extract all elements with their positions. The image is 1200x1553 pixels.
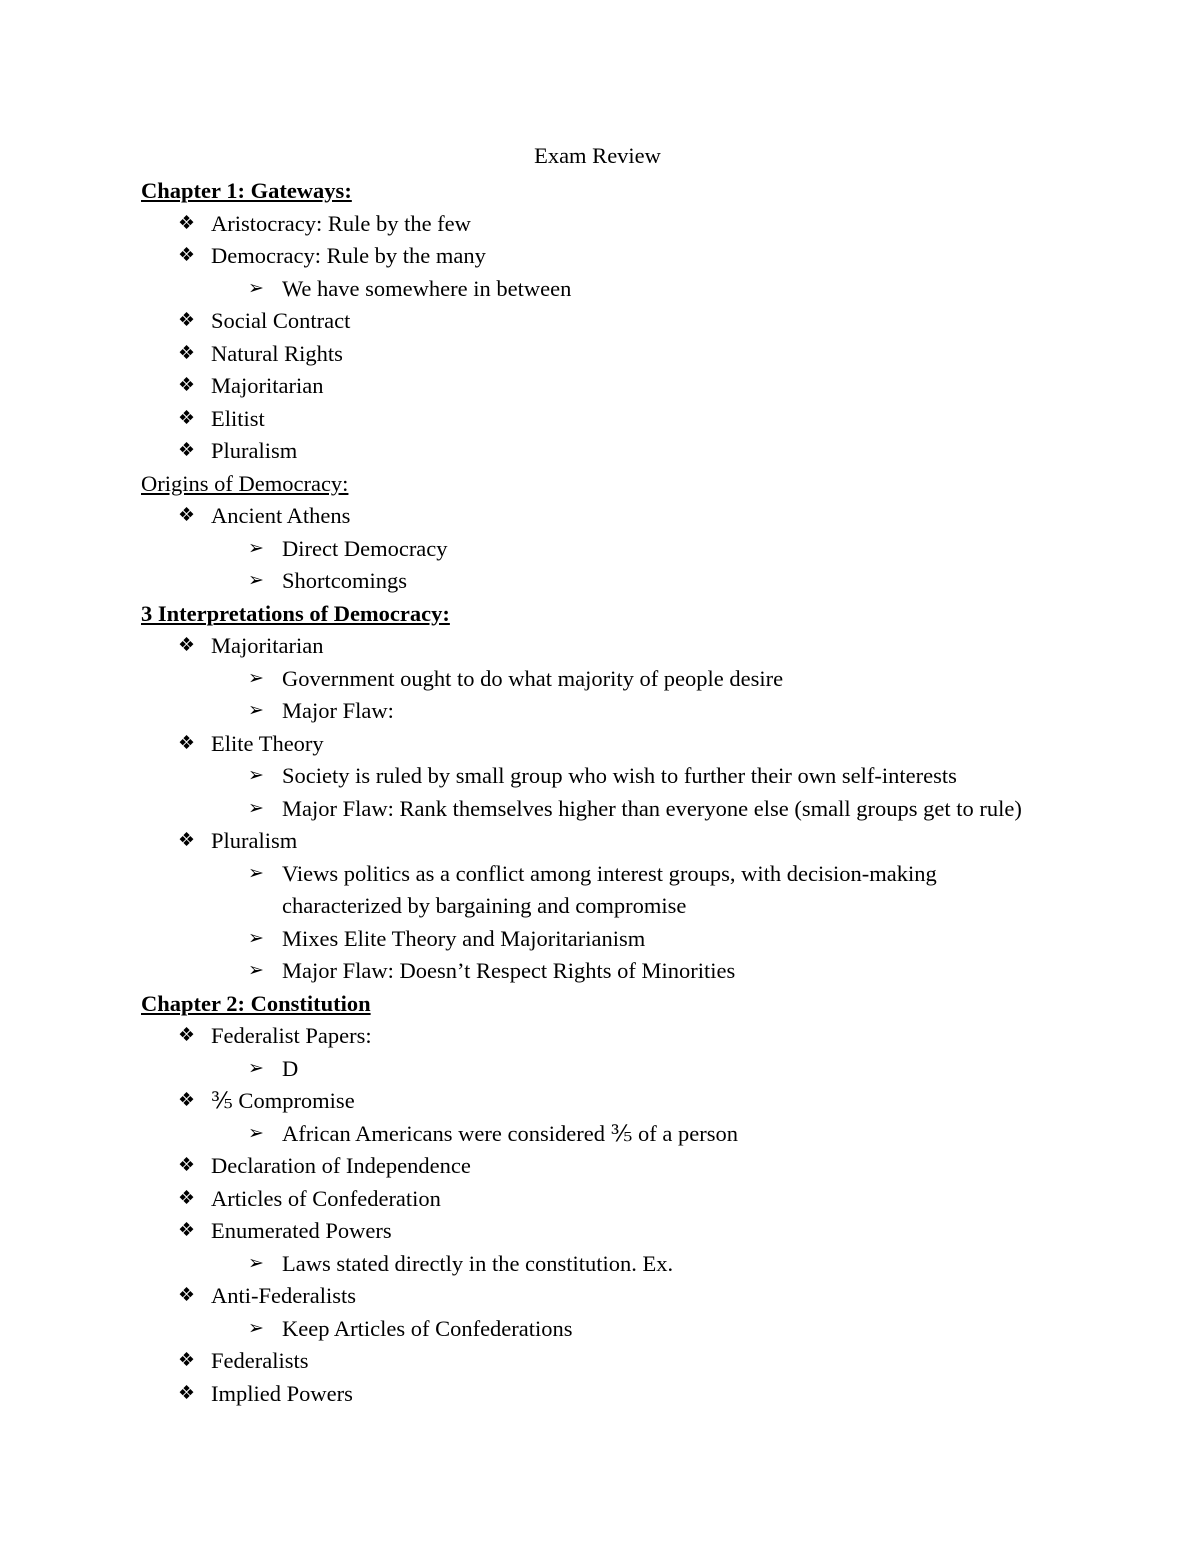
arrow-bullet-icon: ➢ [248,277,264,299]
list-subitem [141,695,1141,728]
diamond-bullet-icon: ❖ [178,212,196,234]
list-subitem-text: Major Flaw: Rank themselves higher than everyone else (small groups get to rule) [282,795,1022,821]
list-item [141,728,1141,761]
arrow-bullet-icon: ➢ [248,797,264,819]
diamond-bullet-icon: ❖ [178,505,196,526]
diamond-bullet-icon: ❖ [178,1220,196,1241]
list-subitem-text: Direct Democracy [282,535,448,561]
document-title: Exam Review [534,143,661,168]
diamond-bullet-icon: ❖ [178,245,196,266]
list-subitem [141,1118,1141,1151]
diamond-bullet-icon: ❖ [178,1285,196,1306]
diamond-bullet-icon: ❖ [178,1155,196,1176]
arrow-bullet-icon: ➢ [248,1122,264,1144]
list-subitem-text: Major Flaw: Doesn’t Respect Rights of Minorities [282,958,736,983]
diamond-bullet-icon: ❖ [178,1187,196,1209]
list-subitem [141,273,1141,306]
list-subitem [141,1053,1141,1086]
list-item [141,403,1141,436]
diamond-bullet-icon: ❖ [178,1382,196,1404]
list-item-text: Declaration of Independence [211,1153,471,1178]
diamond-bullet-icon: ❖ [178,342,196,364]
list-item [141,1150,1141,1183]
list-item-text: Natural Rights [211,340,343,366]
list-item-text: Elitist [211,405,265,431]
list-item-text: Pluralism [211,438,298,463]
arrow-bullet-icon: ➢ [248,570,264,591]
list-subitem-text: Government ought to do what majority of people desire [282,665,784,691]
list-item [141,1020,1141,1053]
arrow-bullet-icon: ➢ [248,700,264,721]
arrow-bullet-icon: ➢ [248,1252,264,1274]
list-item [141,435,1141,468]
list-item [141,1183,1141,1216]
list-item-text: Federalists [211,1348,309,1373]
diamond-bullet-icon: ❖ [178,1025,196,1046]
list-item [141,208,1141,241]
list-subitem-text: Major Flaw: [282,698,394,723]
list-subitem-text: Views politics as a conflict among interest groups, with decision-making characterized by bargaining and compromise [282,860,937,918]
list-subitem-text: Shortcomings [282,568,408,593]
diamond-bullet-icon: ❖ [178,1090,196,1111]
list-subitem-text: Mixes Elite Theory and Majoritarianism [282,925,646,951]
diamond-bullet-icon: ❖ [178,407,196,429]
list-item [141,240,1141,273]
arrow-bullet-icon: ➢ [248,862,264,884]
section-heading-chapter-1: Chapter 1: Gateways: [141,178,352,203]
list-item [141,500,1141,533]
diamond-bullet-icon: ❖ [178,310,196,331]
diamond-bullet-icon: ❖ [178,635,196,656]
list-item [141,825,1141,858]
list-item [141,338,1141,371]
arrow-bullet-icon: ➢ [248,1057,264,1079]
list-item-text: Enumerated Powers [211,1218,392,1243]
diamond-bullet-icon: ❖ [178,440,196,461]
arrow-bullet-icon: ➢ [248,960,264,981]
arrow-bullet-icon: ➢ [248,765,264,786]
list-subitem [141,663,1141,696]
arrow-bullet-icon: ➢ [248,667,264,689]
list-item [141,1280,1141,1313]
list-item-text: Implied Powers [211,1380,353,1406]
diamond-bullet-icon: ❖ [178,830,196,851]
list-item-text: Anti-Federalists [211,1283,356,1308]
list-item-text: ⅗ Compromise [211,1088,355,1113]
list-subitem-text: We have somewhere in between [282,275,572,301]
list-item [141,1378,1141,1411]
list-subitem [141,565,1141,598]
list-item [141,370,1141,403]
list-item-text: Pluralism [211,828,298,853]
list-item [141,1215,1141,1248]
list-item-text: Majoritarian [211,373,324,398]
list-item [141,630,1141,663]
list-subitem [141,923,1141,956]
list-subitem [141,760,1141,793]
list-item-text: Federalist Papers: [211,1023,372,1048]
list-subitem [141,955,1141,988]
list-subitem [141,793,1141,826]
list-subitem-text: Keep Articles of Confederations [282,1315,573,1341]
list-item-text: Majoritarian [211,633,324,658]
diamond-bullet-icon: ❖ [178,732,196,754]
list-item [141,1085,1141,1118]
arrow-bullet-icon: ➢ [248,927,264,949]
arrow-bullet-icon: ➢ [248,537,264,559]
list-subitem [141,533,1141,566]
document-body [141,175,1141,1410]
list-item-text: Democracy: Rule by the many [211,243,486,268]
diamond-bullet-icon: ❖ [178,1350,196,1371]
list-item [141,305,1141,338]
arrow-bullet-icon: ➢ [248,1317,264,1339]
list-subitem-text: Laws stated directly in the constitution. Ex. [282,1250,674,1276]
section-heading-chapter-2: Chapter 2: Constitution [141,990,371,1016]
list-item [141,1345,1141,1378]
list-item-text: Articles of Confederation [211,1185,441,1211]
list-subitem-text: D [282,1055,299,1081]
list-subitem [141,858,1141,923]
diamond-bullet-icon: ❖ [178,375,196,396]
list-subitem [141,1248,1141,1281]
list-item-text: Elite Theory [211,730,324,756]
list-subitem-text: African Americans were considered ⅗ of a person [282,1120,738,1146]
list-subitem [141,1313,1141,1346]
list-item-text: Social Contract [211,308,351,333]
list-item-text: Ancient Athens [211,503,351,528]
section-heading-origins: Origins of Democracy: [141,470,349,496]
section-heading-interpretations: 3 Interpretations of Democracy: [141,600,450,626]
list-item-text: Aristocracy: Rule by the few [211,210,471,236]
list-subitem-text: Society is ruled by small group who wish to further their own self-interests [282,763,957,788]
